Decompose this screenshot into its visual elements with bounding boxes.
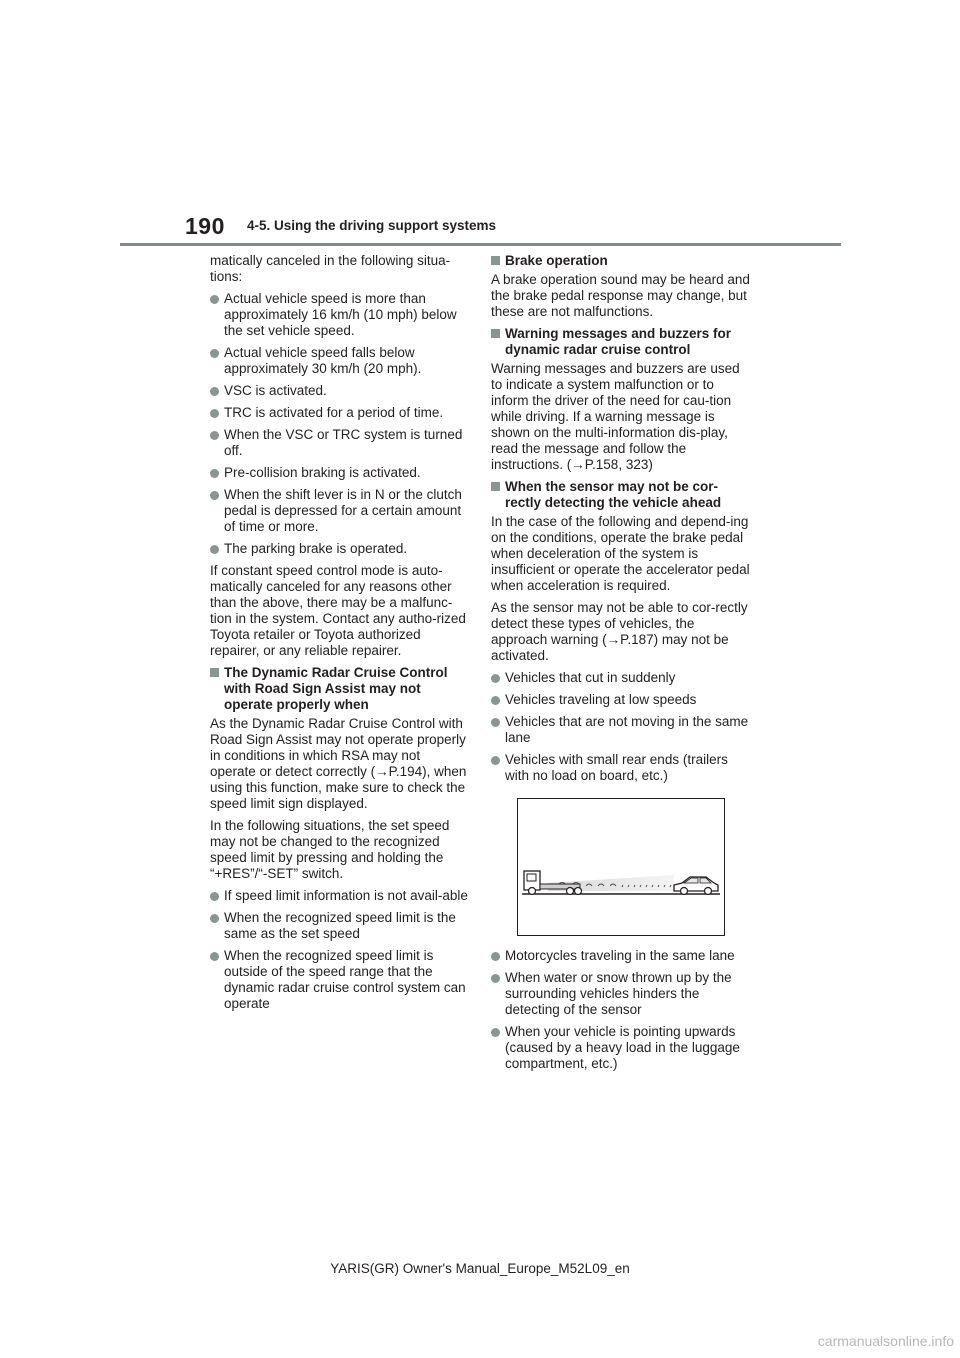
bullet-dot-icon	[491, 718, 500, 727]
heading-square-icon	[210, 668, 219, 677]
list-item: Actual vehicle speed falls below approximately 30 km/h (20 mph).	[210, 345, 468, 377]
right-column	[491, 253, 751, 1078]
intro-text: matically canceled in the following situa-tions:	[210, 253, 451, 284]
list-item: When the recognized speed limit is outside of the speed range that the dynamic radar cruise control system can operate	[210, 948, 468, 1012]
bullet-dot-icon	[491, 974, 500, 983]
sensor-paragraph: As the sensor may not be able to cor-rectly detect these types of vehicles, the approach warning (→P.187) may not be activated.	[491, 600, 748, 663]
bullet-dot-icon	[491, 756, 500, 765]
bullet-dot-icon	[491, 674, 500, 683]
bullet-dot-icon	[210, 387, 219, 396]
list-item: When water or snow thrown up by the surrounding vehicles hinders the detecting of the sensor	[491, 970, 751, 1018]
heading-square-icon	[491, 329, 500, 338]
bullet-dot-icon	[210, 545, 219, 554]
warning-heading: Warning messages and buzzers for dynamic radar cruise control	[491, 326, 751, 358]
sensor-paragraph: In the case of the following and depend-ing on the conditions, operate the brake pedal when deceleration of the system is insufficient or operate the accelerator pedal when acceleration is required.	[491, 514, 750, 593]
list-item: When the shift lever is in N or the clutch pedal is depressed for a certain amount of time or more.	[210, 487, 468, 535]
rsa-heading: The Dynamic Radar Cruise Control with Road Sign Assist may not operate properly when	[210, 665, 468, 713]
list-item: When your vehicle is pointing upwards (caused by a heavy load in the luggage compartment, etc.)	[491, 1024, 751, 1072]
list-item: Pre-collision braking is activated.	[210, 465, 468, 481]
bullet-dot-icon	[210, 295, 219, 304]
page-footer: YARIS(GR) Owner's Manual_Europe_M52L09_en	[330, 1261, 630, 1276]
bullet-dot-icon	[491, 952, 500, 961]
list-item: Actual vehicle speed is more than approximately 16 km/h (10 mph) below the set vehicle speed.	[210, 291, 468, 339]
list-item: Vehicles that are not moving in the same lane	[491, 714, 751, 746]
list-item: Vehicles traveling at low speeds	[491, 692, 751, 708]
bullet-dot-icon	[210, 892, 219, 901]
constant-speed-note: If constant speed control mode is auto-matically canceled for any reasons other than the above, there may be a malfunc-tion in the system. Contact any autho-rized Toyota retailer or Toyota authorized repairer, or any reliable repairer.	[210, 563, 466, 658]
warning-paragraph: Warning messages and buzzers are used to indicate a system malfunction or to inform the driver of the need for cau-tion while driving. If a warning message is shown on the multi-information dis-play, read the message and follow the instructions. (→P.158, 323)	[491, 361, 740, 472]
list-item: When the VSC or TRC system is turned off.	[210, 427, 468, 459]
watermark: carmanualsonline.info	[817, 1333, 954, 1349]
bullet-dot-icon	[210, 409, 219, 418]
list-item: When the recognized speed limit is the same as the set speed	[210, 910, 468, 942]
truck-and-car-icon	[518, 799, 724, 935]
rsa-paragraph: As the Dynamic Radar Cruise Control with Road Sign Assist may not operate properly in conditions in which RSA may not operate or detect correctly (→P.194), when using this function, make sure to check the speed limit sign displayed.	[210, 716, 467, 811]
trailer-illustration	[517, 798, 725, 936]
bullet-dot-icon	[210, 469, 219, 478]
sensor-heading: When the sensor may not be cor-rectly detecting the vehicle ahead	[491, 479, 751, 511]
list-item: VSC is activated.	[210, 383, 468, 399]
bullet-dot-icon	[491, 696, 500, 705]
rsa-paragraph: In the following situations, the set speed may not be changed to the recognized speed limit by pressing and holding the “+RES”/“-SET” switch.	[210, 818, 450, 881]
brake-paragraph: A brake operation sound may be heard and the brake pedal response may change, but these are not malfunctions.	[491, 272, 750, 319]
bullet-dot-icon	[210, 349, 219, 358]
left-column	[210, 253, 468, 1018]
bullet-dot-icon	[210, 914, 219, 923]
list-item: Motorcycles traveling in the same lane	[491, 948, 751, 964]
list-item: TRC is activated for a period of time.	[210, 405, 468, 421]
heading-square-icon	[491, 256, 500, 265]
header-divider	[120, 243, 841, 246]
list-item: If speed limit information is not avail-able	[210, 888, 468, 904]
bullet-dot-icon	[491, 1028, 500, 1037]
bullet-dot-icon	[210, 431, 219, 440]
list-item: The parking brake is operated.	[210, 541, 468, 557]
bullet-dot-icon	[210, 952, 219, 961]
list-item: Vehicles with small rear ends (trailers with no load on board, etc.)	[491, 752, 751, 784]
page-number: 190	[185, 213, 225, 239]
bullet-dot-icon	[210, 491, 219, 500]
heading-square-icon	[491, 482, 500, 491]
section-title: 4-5. Using the driving support systems	[247, 218, 497, 233]
brake-heading: Brake operation	[491, 253, 751, 269]
list-item: Vehicles that cut in suddenly	[491, 670, 751, 686]
